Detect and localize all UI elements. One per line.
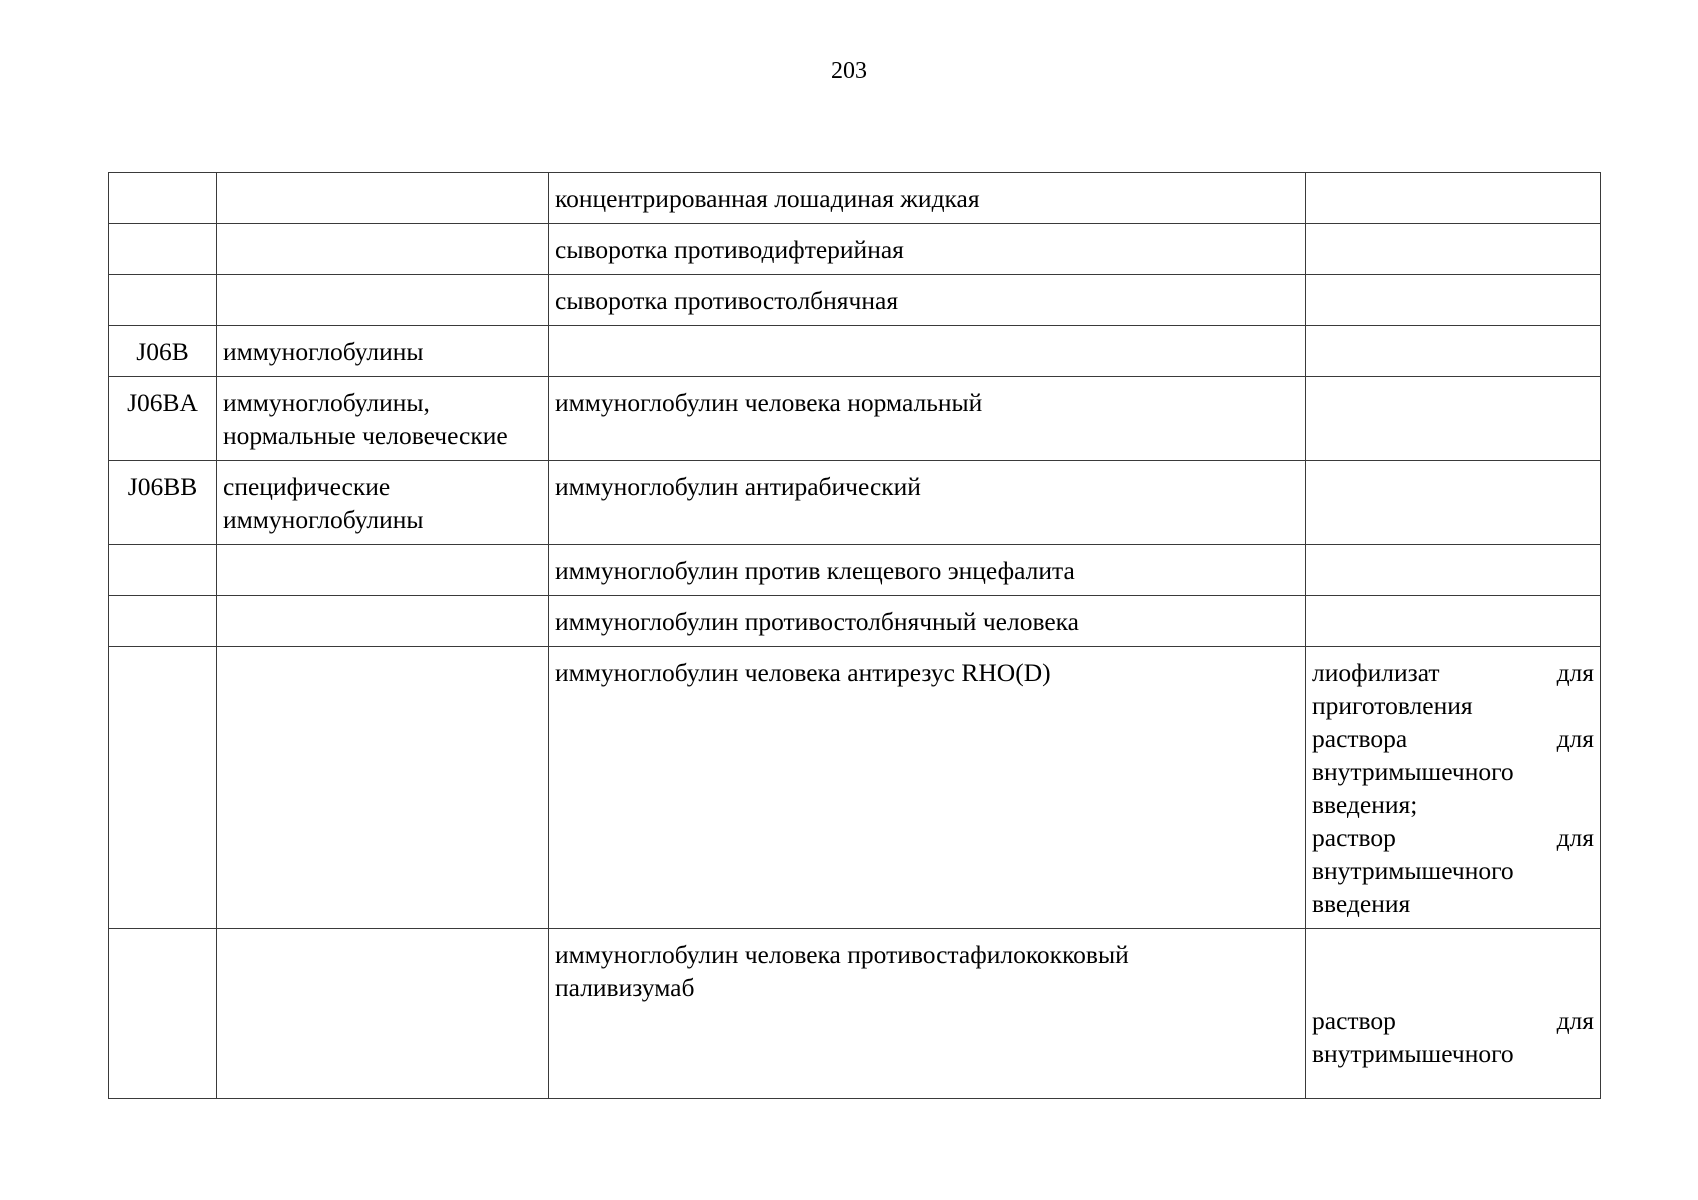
- group-name-cell: [217, 173, 549, 224]
- table-row: [109, 377, 1601, 461]
- drug-name-line: иммуноглобулин человека нормальный: [555, 388, 983, 417]
- dosage-form-line: [1312, 656, 1594, 689]
- table-row: [109, 275, 1601, 326]
- dosage-form-word: для: [1556, 658, 1594, 687]
- table-row: [109, 326, 1601, 377]
- drug-name-line: сыворотка противодифтерийная: [555, 235, 904, 264]
- dosage-form-word: введения: [1312, 889, 1411, 918]
- dosage-form-word: внутримышечного: [1312, 856, 1514, 885]
- atc-code-cell: [109, 224, 217, 275]
- drug-name-cell: [549, 596, 1306, 647]
- table-row: [109, 596, 1601, 647]
- atc-code-cell: [109, 173, 217, 224]
- dosage-form-word: для: [1556, 1006, 1594, 1035]
- page-number: 203: [831, 58, 867, 84]
- dosage-form-cell: [1306, 224, 1601, 275]
- group-name-cell: [217, 326, 549, 377]
- dosage-form-cell: [1306, 596, 1601, 647]
- dosage-form-word: внутримышечного: [1312, 757, 1514, 786]
- dosage-form-line: [1312, 821, 1594, 854]
- dosage-form-cell: [1306, 326, 1601, 377]
- drug-name-cell: [549, 377, 1306, 461]
- group-name-cell: [217, 545, 549, 596]
- dosage-form-line: [1312, 887, 1594, 920]
- atc-code-cell: J06B: [109, 326, 217, 377]
- drug-name-cell: [549, 275, 1306, 326]
- dosage-form-cell: [1306, 173, 1601, 224]
- group-name-cell: [217, 224, 549, 275]
- drug-name-line: иммуноглобулин противостолбнячный человека: [555, 607, 1079, 636]
- group-name-line: иммуноглобулины: [223, 337, 424, 366]
- dosage-form-line: [1312, 788, 1594, 821]
- dosage-form-cell: [1306, 647, 1601, 929]
- dosage-form-word: раствор: [1312, 1006, 1396, 1035]
- group-name-line: иммуноглобулины: [223, 505, 424, 534]
- dosage-form-line: [1312, 722, 1594, 755]
- atc-code-cell: [109, 596, 217, 647]
- drug-name-line: концентрированная лошадиная жидкая: [555, 184, 980, 213]
- atc-code-cell: J06BA: [109, 377, 217, 461]
- atc-code-cell: [109, 545, 217, 596]
- group-name-cell: [217, 461, 549, 545]
- group-name-line: нормальные человеческие: [223, 421, 508, 450]
- table-row: [109, 545, 1601, 596]
- drug-name-line: иммуноглобулин человека противостафилококковый: [555, 940, 1129, 969]
- dosage-form-word: для: [1556, 724, 1594, 753]
- drug-table: [108, 172, 1601, 1099]
- table-row: [109, 173, 1601, 224]
- drug-name-line: иммуноглобулин человека антирезус RHO(D): [555, 658, 1051, 687]
- dosage-form-word: раствор: [1312, 823, 1396, 852]
- drug-name-line: иммуноглобулин антирабический: [555, 472, 921, 501]
- drug-name-cell: [549, 545, 1306, 596]
- group-name-line: иммуноглобулины,: [223, 388, 430, 417]
- drug-name-cell: [549, 173, 1306, 224]
- dosage-form-word: раствора: [1312, 724, 1408, 753]
- dosage-form-cell: [1306, 377, 1601, 461]
- group-name-cell: [217, 647, 549, 929]
- dosage-form-word: введения;: [1312, 790, 1418, 819]
- cell-spacer: [1312, 938, 1594, 1004]
- drug-name-cell: [549, 929, 1306, 1099]
- atc-code-cell: J06BB: [109, 461, 217, 545]
- drug-name-line: иммуноглобулин против клещевого энцефалита: [555, 556, 1075, 585]
- dosage-form-cell: [1306, 275, 1601, 326]
- dosage-form-word: для: [1556, 823, 1594, 852]
- table-row: [109, 224, 1601, 275]
- group-name-cell: [217, 929, 549, 1099]
- atc-code-cell: [109, 647, 217, 929]
- dosage-form-word: внутримышечного: [1312, 1039, 1514, 1068]
- drug-name-cell: [549, 647, 1306, 929]
- drug-name-line: сыворотка противостолбнячная: [555, 286, 899, 315]
- dosage-form-line: [1312, 689, 1594, 722]
- drug-name-line: паливизумаб: [555, 973, 695, 1002]
- atc-code-cell: [109, 275, 217, 326]
- group-name-cell: [217, 275, 549, 326]
- dosage-form-line: [1312, 1037, 1594, 1070]
- dosage-form-line: [1312, 755, 1594, 788]
- table-row: [109, 461, 1601, 545]
- table-body: [109, 173, 1601, 1099]
- dosage-form-word: лиофилизат: [1312, 658, 1440, 687]
- drug-name-cell: [549, 461, 1306, 545]
- dosage-form-line: [1312, 1004, 1594, 1037]
- dosage-form-cell: [1306, 545, 1601, 596]
- atc-code-cell: [109, 929, 217, 1099]
- group-name-line: специфические: [223, 472, 391, 501]
- dosage-form-cell: [1306, 929, 1601, 1099]
- table-row: [109, 647, 1601, 929]
- dosage-form-word: приготовления: [1312, 691, 1473, 720]
- table-row: [109, 929, 1601, 1099]
- drug-name-cell: [549, 224, 1306, 275]
- dosage-form-cell: [1306, 461, 1601, 545]
- drug-name-cell: [549, 326, 1306, 377]
- dosage-form-line: [1312, 854, 1594, 887]
- group-name-cell: [217, 377, 549, 461]
- group-name-cell: [217, 596, 549, 647]
